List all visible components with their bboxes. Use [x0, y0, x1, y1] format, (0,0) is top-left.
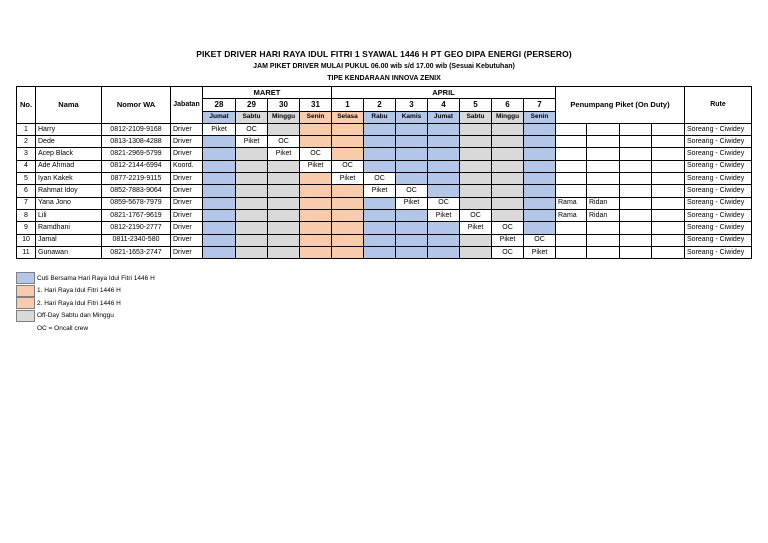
passenger-cell	[652, 197, 685, 209]
table-row	[17, 222, 752, 234]
duty-cell: OC	[364, 173, 396, 185]
duty-cell	[364, 136, 396, 148]
driver-name: Iyan Kakek	[36, 173, 102, 185]
duty-cell: OC	[524, 234, 556, 246]
duty-cell	[236, 222, 268, 234]
route: Soreang - Ciwidey	[685, 173, 752, 185]
duty-cell: OC	[492, 222, 524, 234]
passenger-cell	[556, 123, 587, 135]
passenger-cell	[652, 123, 685, 135]
whatsapp-number: 0812-2190-2777	[102, 222, 171, 234]
row-number: 1	[17, 123, 36, 135]
table-row	[17, 136, 752, 148]
passenger-cell	[620, 209, 652, 221]
header-nama: Nama	[36, 87, 102, 124]
duty-cell	[396, 246, 428, 258]
day-name: Minggu	[268, 111, 300, 123]
duty-cell: OC	[428, 197, 460, 209]
duty-cell	[203, 209, 236, 221]
duty-cell	[236, 173, 268, 185]
duty-cell: Piket	[524, 246, 556, 258]
duty-cell	[492, 123, 524, 135]
table-row	[17, 173, 752, 185]
driver-name: Gunawan	[36, 246, 102, 258]
legend	[16, 272, 155, 335]
duty-cell	[332, 234, 364, 246]
duty-cell	[460, 160, 492, 172]
driver-name: Ramdhani	[36, 222, 102, 234]
passenger-cell	[556, 234, 587, 246]
duty-cell	[428, 246, 460, 258]
duty-cell	[396, 209, 428, 221]
passenger-cell	[556, 246, 587, 258]
duty-cell	[300, 209, 332, 221]
day-number: 4	[428, 99, 460, 111]
passenger-cell	[556, 185, 587, 197]
duty-cell	[524, 173, 556, 185]
passenger-cell	[620, 123, 652, 135]
position: Driver	[171, 246, 203, 258]
day-number: 7	[524, 99, 556, 111]
legend-item	[16, 285, 155, 298]
position: Driver	[171, 148, 203, 160]
duty-cell	[268, 246, 300, 258]
duty-cell	[492, 173, 524, 185]
duty-cell	[300, 136, 332, 148]
duty-cell	[268, 209, 300, 221]
duty-cell	[428, 123, 460, 135]
passenger-cell	[620, 148, 652, 160]
duty-cell	[203, 222, 236, 234]
legend-label: Cuti Bersama Hari Raya Idul Fitri 1446 H	[37, 274, 155, 282]
route: Soreang - Ciwidey	[685, 197, 752, 209]
driver-name: Harry	[36, 123, 102, 135]
legend-label: 2. Hari Raya Idul Fitri 1446 H	[37, 299, 121, 307]
passenger-cell	[556, 136, 587, 148]
duty-cell	[396, 234, 428, 246]
duty-cell	[268, 173, 300, 185]
duty-cell	[236, 148, 268, 160]
duty-cell	[524, 222, 556, 234]
legend-label: 1. Hari Raya Idul Fitri 1446 H	[37, 287, 121, 295]
duty-cell	[460, 123, 492, 135]
duty-cell	[236, 234, 268, 246]
duty-cell	[460, 234, 492, 246]
duty-cell	[203, 160, 236, 172]
duty-cell	[236, 160, 268, 172]
route: Soreang - Ciwidey	[685, 234, 752, 246]
row-number: 7	[17, 197, 36, 209]
route: Soreang - Ciwidey	[685, 136, 752, 148]
passenger-cell	[587, 160, 620, 172]
duty-cell	[396, 123, 428, 135]
day-name: Rabu	[364, 111, 396, 123]
duty-cell: Piket	[268, 148, 300, 160]
passenger-cell	[620, 160, 652, 172]
duty-cell	[300, 197, 332, 209]
position: Koord.	[171, 160, 203, 172]
duty-cell	[460, 185, 492, 197]
duty-cell	[300, 222, 332, 234]
table-row	[17, 209, 752, 221]
day-number: 29	[236, 99, 268, 111]
duty-cell	[396, 222, 428, 234]
day-name: Jumat	[203, 111, 236, 123]
passenger-cell	[620, 222, 652, 234]
passenger-cell	[620, 173, 652, 185]
row-number: 10	[17, 234, 36, 246]
position: Driver	[171, 185, 203, 197]
duty-cell	[524, 197, 556, 209]
duty-cell	[332, 246, 364, 258]
duty-cell	[300, 173, 332, 185]
duty-cell	[428, 234, 460, 246]
roster-table	[16, 86, 752, 259]
whatsapp-number: 0812-2144-6994	[102, 160, 171, 172]
document-subtitle: JAM PIKET DRIVER MULAI PUKUL 06.00 wib s/d 17.00 wib (Sesuai Kebutuhan)	[253, 63, 515, 70]
passenger-cell	[652, 185, 685, 197]
passenger-cell	[587, 185, 620, 197]
position: Driver	[171, 173, 203, 185]
day-name: Sabtu	[236, 111, 268, 123]
legend-swatch	[16, 297, 35, 309]
duty-cell	[524, 185, 556, 197]
duty-cell: OC	[236, 123, 268, 135]
table-row	[17, 234, 752, 246]
passenger-cell	[620, 136, 652, 148]
passenger-cell	[556, 173, 587, 185]
duty-cell: Piket	[428, 209, 460, 221]
legend-item	[16, 310, 155, 323]
duty-cell	[460, 173, 492, 185]
header-no: No.	[17, 87, 36, 124]
duty-cell	[460, 246, 492, 258]
day-number: 6	[492, 99, 524, 111]
duty-cell	[460, 136, 492, 148]
route: Soreang - Ciwidey	[685, 185, 752, 197]
duty-cell	[332, 197, 364, 209]
legend-label: Off-Day Sabtu dan Minggu	[37, 312, 114, 320]
duty-cell: Piket	[203, 123, 236, 135]
duty-cell: Piket	[300, 160, 332, 172]
duty-cell	[364, 234, 396, 246]
table-row	[17, 197, 752, 209]
day-number: 1	[332, 99, 364, 111]
passenger-cell	[556, 222, 587, 234]
duty-cell	[203, 136, 236, 148]
duty-cell	[300, 234, 332, 246]
duty-cell: Piket	[460, 222, 492, 234]
passenger-cell	[587, 123, 620, 135]
document-title: PIKET DRIVER HARI RAYA IDUL FITRI 1 SYAWAL 1446 H PT GEO DIPA ENERGI (PERSERO)	[196, 49, 572, 59]
position: Driver	[171, 197, 203, 209]
day-name: Senin	[300, 111, 332, 123]
position: Driver	[171, 209, 203, 221]
passenger-cell	[652, 222, 685, 234]
duty-cell	[203, 173, 236, 185]
passenger-cell	[652, 234, 685, 246]
passenger-cell: Ridan	[587, 209, 620, 221]
duty-cell	[268, 234, 300, 246]
day-name: Jumat	[428, 111, 460, 123]
day-number: 2	[364, 99, 396, 111]
duty-cell	[203, 185, 236, 197]
duty-cell	[332, 222, 364, 234]
duty-cell	[332, 148, 364, 160]
duty-cell	[268, 222, 300, 234]
duty-cell	[236, 209, 268, 221]
duty-cell	[492, 136, 524, 148]
duty-cell	[364, 246, 396, 258]
duty-cell	[364, 222, 396, 234]
duty-cell: OC	[268, 136, 300, 148]
duty-cell	[300, 246, 332, 258]
duty-cell	[203, 148, 236, 160]
duty-cell	[364, 123, 396, 135]
passenger-cell	[620, 234, 652, 246]
row-number: 9	[17, 222, 36, 234]
passenger-cell	[587, 246, 620, 258]
duty-cell	[492, 197, 524, 209]
whatsapp-number: 0813-1308-4288	[102, 136, 171, 148]
route: Soreang - Ciwidey	[685, 123, 752, 135]
month-april: APRIL	[332, 87, 556, 99]
duty-cell	[460, 197, 492, 209]
duty-cell	[364, 209, 396, 221]
day-number: 31	[300, 99, 332, 111]
passenger-cell: Ridan	[587, 197, 620, 209]
duty-cell	[428, 173, 460, 185]
duty-cell	[268, 185, 300, 197]
passenger-cell	[587, 148, 620, 160]
duty-cell: OC	[300, 148, 332, 160]
duty-cell: OC	[332, 160, 364, 172]
driver-name: Rahmat Idoy	[36, 185, 102, 197]
duty-cell	[460, 148, 492, 160]
duty-cell	[268, 160, 300, 172]
duty-cell	[332, 123, 364, 135]
passenger-cell	[620, 197, 652, 209]
passenger-cell	[652, 148, 685, 160]
duty-cell	[428, 185, 460, 197]
passenger-cell	[587, 136, 620, 148]
position: Driver	[171, 136, 203, 148]
route: Soreang - Ciwidey	[685, 148, 752, 160]
day-number: 30	[268, 99, 300, 111]
header-penumpang: Penumpang Piket (On Duty)	[556, 87, 685, 124]
duty-cell	[236, 246, 268, 258]
row-number: 3	[17, 148, 36, 160]
duty-cell	[524, 123, 556, 135]
legend-label: OC = Oncall crew	[37, 324, 89, 332]
whatsapp-number: 0812-2109-9168	[102, 123, 171, 135]
duty-cell	[203, 246, 236, 258]
passenger-cell	[556, 160, 587, 172]
header-jabatan: Jabatan	[171, 87, 203, 124]
route: Soreang - Ciwidey	[685, 246, 752, 258]
legend-item	[16, 272, 155, 285]
passenger-cell	[587, 222, 620, 234]
duty-cell	[492, 148, 524, 160]
whatsapp-number: 0877-2219-9115	[102, 173, 171, 185]
passenger-cell	[652, 160, 685, 172]
duty-cell	[428, 136, 460, 148]
duty-cell	[396, 173, 428, 185]
legend-item	[16, 322, 155, 335]
duty-cell	[364, 197, 396, 209]
duty-cell	[492, 185, 524, 197]
passenger-cell	[587, 234, 620, 246]
duty-cell	[428, 222, 460, 234]
duty-cell: Piket	[364, 185, 396, 197]
row-number: 6	[17, 185, 36, 197]
day-name: Selasa	[332, 111, 364, 123]
day-name: Sabtu	[460, 111, 492, 123]
duty-cell: OC	[460, 209, 492, 221]
whatsapp-number: 0852-7883-9064	[102, 185, 171, 197]
legend-swatch	[16, 310, 35, 322]
route: Soreang - Ciwidey	[685, 160, 752, 172]
month-maret: MARET	[203, 87, 332, 99]
duty-cell	[492, 209, 524, 221]
row-number: 2	[17, 136, 36, 148]
passenger-cell: Rama	[556, 209, 587, 221]
duty-cell	[396, 136, 428, 148]
whatsapp-number: 0811-2340-580	[102, 234, 171, 246]
duty-cell	[332, 136, 364, 148]
duty-cell	[364, 148, 396, 160]
position: Driver	[171, 234, 203, 246]
day-number: 5	[460, 99, 492, 111]
row-number: 8	[17, 209, 36, 221]
header-rute: Rute	[685, 87, 752, 124]
driver-name: Dede	[36, 136, 102, 148]
duty-cell: Piket	[332, 173, 364, 185]
duty-cell	[236, 197, 268, 209]
table-row	[17, 160, 752, 172]
day-name: Minggu	[492, 111, 524, 123]
duty-cell	[268, 123, 300, 135]
passenger-cell	[556, 148, 587, 160]
duty-cell	[492, 160, 524, 172]
header-wa: Nomor WA	[102, 87, 171, 124]
table-row	[17, 246, 752, 258]
table-row	[17, 123, 752, 135]
passenger-cell	[652, 246, 685, 258]
whatsapp-number: 0821-2969-5799	[102, 148, 171, 160]
passenger-cell	[652, 209, 685, 221]
duty-cell	[332, 209, 364, 221]
position: Driver	[171, 123, 203, 135]
passenger-cell	[620, 246, 652, 258]
duty-cell	[236, 185, 268, 197]
duty-cell	[428, 160, 460, 172]
duty-cell	[364, 160, 396, 172]
passenger-cell	[652, 173, 685, 185]
legend-swatch	[16, 272, 35, 284]
duty-cell	[300, 123, 332, 135]
whatsapp-number: 0821-1653-2747	[102, 246, 171, 258]
row-number: 11	[17, 246, 36, 258]
driver-name: Lili	[36, 209, 102, 221]
duty-cell: Piket	[396, 197, 428, 209]
route: Soreang - Ciwidey	[685, 222, 752, 234]
duty-cell: Piket	[492, 234, 524, 246]
passenger-cell	[620, 185, 652, 197]
route: Soreang - Ciwidey	[685, 209, 752, 221]
passenger-cell: Rama	[556, 197, 587, 209]
row-number: 4	[17, 160, 36, 172]
vehicle-type: TIPE KENDARAAN INNOVA ZENIX	[327, 75, 441, 82]
day-number: 3	[396, 99, 428, 111]
duty-cell	[268, 197, 300, 209]
passenger-cell	[587, 173, 620, 185]
duty-cell: Piket	[236, 136, 268, 148]
driver-name: Yana Jono	[36, 197, 102, 209]
driver-name: Ade Ahmad	[36, 160, 102, 172]
duty-cell	[332, 185, 364, 197]
legend-item	[16, 297, 155, 310]
duty-cell	[524, 160, 556, 172]
duty-cell	[428, 148, 460, 160]
duty-cell	[203, 197, 236, 209]
duty-cell	[524, 148, 556, 160]
table-row	[17, 148, 752, 160]
duty-cell	[396, 160, 428, 172]
position: Driver	[171, 222, 203, 234]
passenger-cell	[652, 136, 685, 148]
duty-cell	[300, 185, 332, 197]
duty-cell	[524, 136, 556, 148]
row-number: 5	[17, 173, 36, 185]
driver-name: Acep Black	[36, 148, 102, 160]
duty-cell	[524, 209, 556, 221]
table-row	[17, 185, 752, 197]
day-number: 28	[203, 99, 236, 111]
driver-name: Jamal	[36, 234, 102, 246]
day-name: Kamis	[396, 111, 428, 123]
duty-cell: OC	[492, 246, 524, 258]
duty-cell	[203, 234, 236, 246]
whatsapp-number: 0821-1767-9619	[102, 209, 171, 221]
day-name: Senin	[524, 111, 556, 123]
duty-cell: OC	[396, 185, 428, 197]
duty-cell	[396, 148, 428, 160]
legend-swatch	[16, 285, 35, 297]
whatsapp-number: 0859-5678-7979	[102, 197, 171, 209]
